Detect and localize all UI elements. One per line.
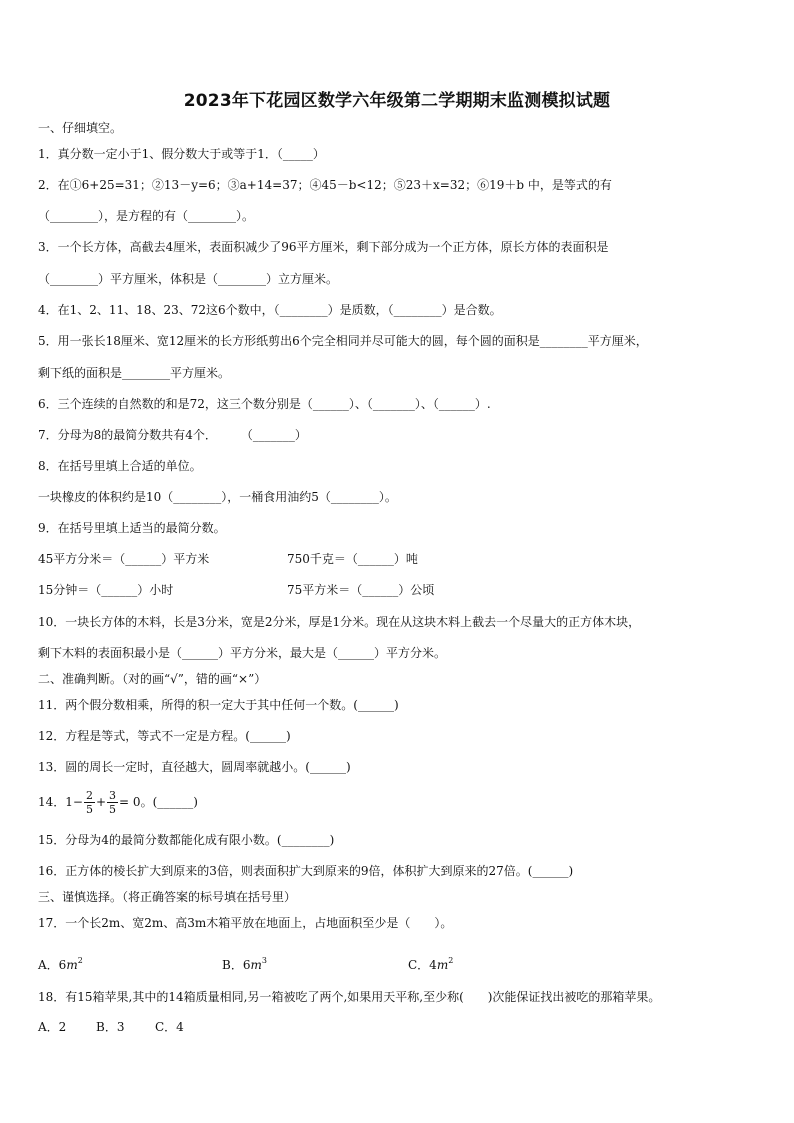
q17-option-b (222, 953, 267, 973)
q17-option-a (38, 953, 83, 973)
question-4: 4．在1、2、11、18、23、72这6个数中，（________）是质数，（________）是合数。 (38, 303, 502, 317)
question-15: 15．分母为4的最简分数都能化成有限小数。(________) (38, 833, 335, 847)
q14-equals: = 0 (119, 795, 141, 809)
q14-fraction-2 (107, 789, 118, 816)
question-3-line-1: 3．一个长方体，高截去4厘米，表面积减少了96平方厘米，剩下部分成为一个正方体，原长方体的表面积是 (38, 240, 609, 254)
q17-option-a-exp: 2 (77, 956, 83, 965)
q14-fraction-2-numerator: 3 (109, 789, 117, 802)
q17-option-b-unit: m (250, 958, 262, 972)
q14-fraction-1-denominator: 5 (85, 803, 93, 816)
question-3-line-2: （________）平方厘米，体积是（________）立方厘米。 (38, 272, 339, 286)
question-10-line-2: 剩下木料的表面积最小是（______）平方分米，最大是（______）平方分米。 (38, 646, 447, 660)
question-18: 18．有15箱苹果,其中的14箱质量相同,另一箱被吃了两个,如果用天平称,至少称( )次能保证找出被吃的那箱苹果。 (38, 990, 661, 1004)
question-9-line-1: 9．在括号里填上适当的最简分数。 (38, 521, 226, 535)
section-heading-1: 一、仔细填空。 (38, 121, 123, 135)
question-12: 12．方程是等式，等式不一定是方程。(______) (38, 729, 291, 743)
q14-plus: + (95, 795, 107, 809)
question-10-line-1: 10．一块长方体的木料，长是3分米，宽是2分米，厚是1分米。现在从这块木料上截去一个尽量大的正方体木块， (38, 615, 641, 629)
q18-option-a: A．2 (38, 1020, 67, 1034)
q17-option-a-label: A．6 (38, 958, 67, 972)
question-14-number: 14． (38, 795, 66, 809)
question-9-item-4: 75平方米＝（______）公顷 (287, 583, 435, 597)
question-2-line-2: （________），是方程的有（________）。 (38, 209, 255, 223)
question-14 (38, 787, 198, 817)
section-heading-2: 二、准确判断。（对的画“√”，错的画“×”） (38, 672, 267, 686)
q14-fraction-1-numerator: 2 (85, 789, 93, 802)
q18-option-c: C．4 (155, 1020, 184, 1034)
q17-option-b-exp: 3 (261, 956, 267, 965)
question-9-item-2: 750千克＝（______）吨 (287, 552, 418, 566)
q18-option-b: B．3 (96, 1020, 125, 1034)
q17-option-c-unit: m (436, 958, 449, 972)
q14-one: 1 (65, 795, 73, 809)
page-title: 2023年下花园区数学六年级第二学期期末监测模拟试题 (183, 91, 611, 111)
section-heading-3: 三、谨慎选择。（将正确答案的标号填在括号里） (38, 890, 297, 904)
question-9-item-3: 15分钟＝（______）小时 (38, 583, 174, 597)
q14-fraction-2-denominator: 5 (109, 803, 117, 816)
question-16: 16．正方体的棱长扩大到原来的3倍，则表面积扩大到原来的9倍，体积扩大到原来的27倍。(______) (38, 864, 574, 878)
q17-option-c (408, 953, 453, 973)
q14-minus: − (72, 795, 83, 809)
question-9-item-1: 45平方分米＝（______）平方米 (38, 552, 210, 566)
question-5-line-1: 5．用一张长18厘米、宽12厘米的长方形纸剪出6个完全相同并尽可能大的圆，每个圆的面积是________平方厘米， (38, 334, 648, 348)
q14-fraction-1 (84, 789, 95, 816)
question-11: 11．两个假分数相乘，所得的积一定大于其中任何一个数。(______) (38, 698, 399, 712)
q17-option-b-label: B．6 (222, 958, 251, 972)
q17-option-a-unit: m (66, 958, 78, 972)
question-2-line-1: 2．在①6+25=31；②13－y=6；③a+14=37；④45－b<12；⑤23＋x=32；⑥19＋b 中，是等式的有 (38, 178, 612, 192)
question-7: 7．分母为8的最简分数共有4个． （_______） (38, 428, 307, 442)
question-8-line-2: 一块橡皮的体积约是10（________），一桶食用油约5（________）。 (38, 490, 397, 504)
question-6: 6．三个连续的自然数的和是72，这三个数分别是（______）、（_______）、（______）. (38, 397, 491, 411)
question-13: 13．圆的周长一定时，直径越大，圆周率就越小。(______) (38, 760, 351, 774)
q17-option-c-exp: 2 (448, 956, 454, 965)
question-1: 1．真分数一定小于1、假分数大于或等于1．（_____） (38, 147, 325, 161)
q14-tail: 。(______) (140, 795, 198, 809)
question-8-line-1: 8．在括号里填上合适的单位。 (38, 459, 202, 473)
question-17: 17．一个长2m、宽2m、高3m木箱平放在地面上，占地面积至少是（ ）。 (38, 916, 453, 930)
q17-option-c-label: C．4 (408, 958, 437, 972)
question-5-line-2: 剩下纸的面积是________平方厘米。 (38, 366, 231, 380)
